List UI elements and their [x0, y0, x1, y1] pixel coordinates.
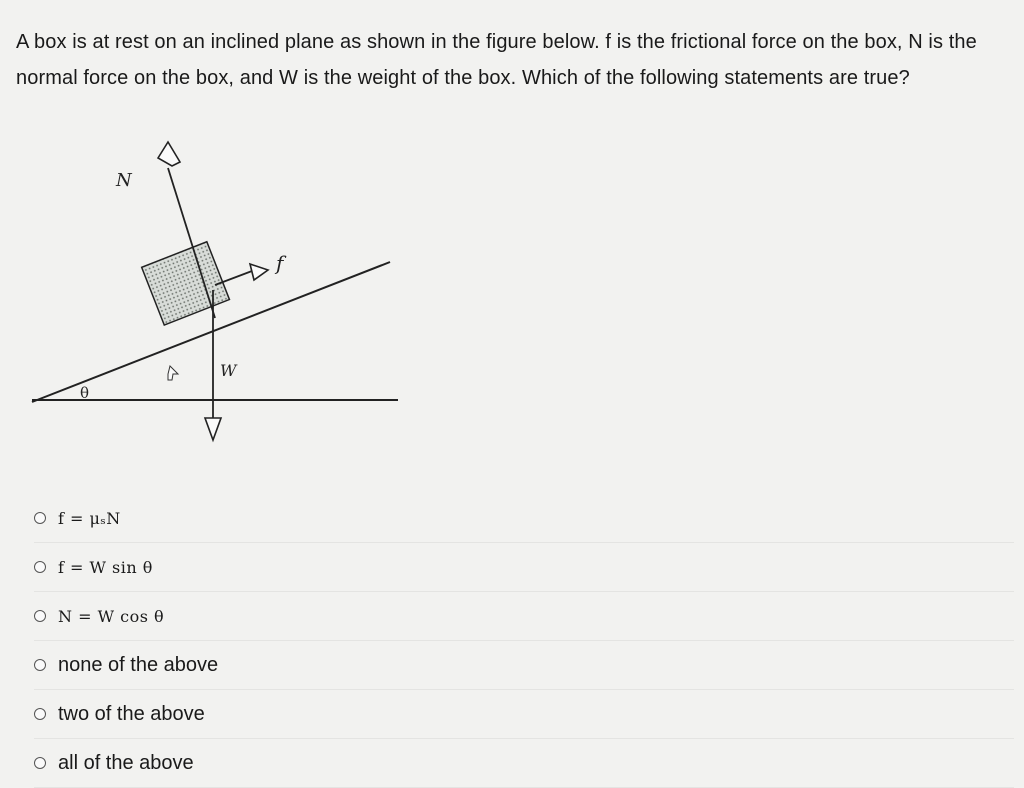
- answer-options: [34, 494, 1014, 788]
- option-label: f = μₛN: [58, 508, 121, 528]
- radio-button[interactable]: [34, 757, 46, 769]
- box: [142, 242, 230, 325]
- option-n-equals-w-cos[interactable]: [34, 592, 1014, 641]
- label-friction: f: [276, 251, 284, 275]
- radio-button[interactable]: [34, 610, 46, 622]
- question-text: A box is at rest on an inclined plane as shown in the figure below. f is the frictional force on the box, N is the normal force on the box, and W is the weight of the box. Which of the following statements are true?: [16, 31, 977, 89]
- option-f-equals-mu-n[interactable]: [34, 494, 1014, 543]
- option-label: N = W cos θ: [58, 606, 165, 626]
- option-f-equals-w-sin[interactable]: [34, 543, 1014, 592]
- label-normal: N: [116, 170, 132, 191]
- label-angle: θ: [80, 384, 90, 402]
- normal-arrowhead: [158, 142, 180, 166]
- option-label: two of the above: [58, 702, 205, 725]
- weight-arrowhead: [205, 418, 221, 440]
- option-label: all of the above: [58, 751, 194, 774]
- friction-arrowhead: [250, 264, 268, 280]
- option-two-of-the-above[interactable]: [34, 690, 1014, 739]
- radio-button[interactable]: [34, 512, 46, 524]
- option-label: f = W sin θ: [58, 557, 153, 577]
- radio-button[interactable]: [34, 659, 46, 671]
- option-none-of-the-above[interactable]: [34, 641, 1014, 690]
- inclined-plane-figure: [20, 140, 420, 460]
- radio-button[interactable]: [34, 561, 46, 573]
- small-arrow-mark: [168, 366, 178, 380]
- radio-button[interactable]: [34, 708, 46, 720]
- option-label: none of the above: [58, 653, 219, 676]
- label-weight: W: [220, 361, 237, 380]
